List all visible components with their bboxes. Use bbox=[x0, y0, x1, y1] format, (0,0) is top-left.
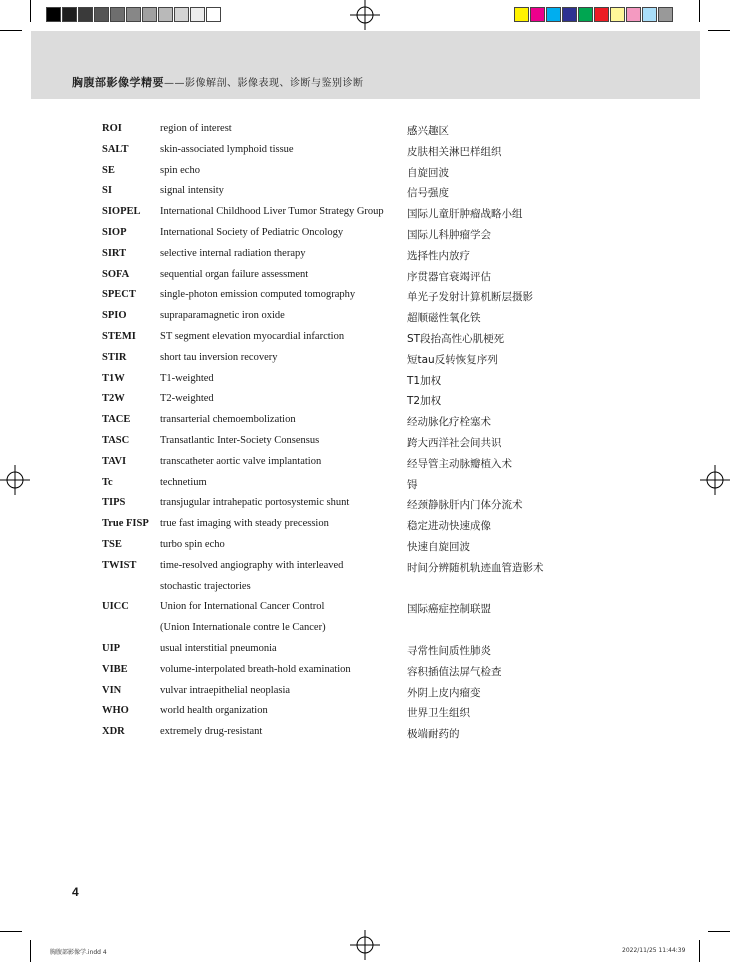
process-swatch bbox=[546, 7, 561, 22]
gray-swatch bbox=[174, 7, 189, 22]
crop-mark bbox=[699, 0, 700, 22]
abbreviation-term: ROI bbox=[102, 123, 122, 134]
abbreviation-row bbox=[0, 431, 730, 452]
abbreviation-term: TACE bbox=[102, 414, 131, 426]
english-definition: ST segment elevation myocardial infarction bbox=[160, 330, 345, 342]
abbreviation-row bbox=[0, 577, 730, 598]
abbreviation-row bbox=[0, 119, 730, 140]
chinese-definition: 寻常性间质性肺炎 bbox=[407, 644, 491, 657]
abbreviation-term: VIBE bbox=[102, 663, 128, 675]
chinese-definition: 自旋回波 bbox=[407, 166, 449, 179]
abbreviation-row bbox=[0, 556, 730, 577]
page-number: 4 bbox=[72, 885, 79, 899]
abbreviation-row bbox=[0, 681, 730, 702]
chinese-definition: 稳定进动快速成像 bbox=[407, 520, 491, 533]
grayscale-color-bar bbox=[46, 7, 222, 22]
chinese-definition: 世界卫生组织 bbox=[407, 707, 470, 720]
gray-swatch bbox=[142, 7, 157, 22]
abbreviation-row bbox=[0, 639, 730, 660]
chinese-definition: 锝 bbox=[407, 478, 418, 491]
english-definition: vulvar intraepithelial neoplasia bbox=[160, 684, 291, 696]
english-definition: International Society of Pediatric Oncology bbox=[160, 226, 344, 238]
chinese-definition: 皮肤相关淋巴样组织 bbox=[407, 145, 502, 158]
chinese-definition: 感兴趣区 bbox=[407, 125, 449, 137]
abbreviation-row bbox=[0, 535, 730, 556]
registration-mark-bottom bbox=[350, 930, 380, 960]
chinese-definition: 信号强度 bbox=[407, 187, 449, 200]
footer-timestamp: 2022/11/25 11:44:39 bbox=[622, 947, 686, 954]
footer-file-name: 胸腹部影像学.indd 4 bbox=[50, 949, 107, 956]
english-definition: single-photon emission computed tomography bbox=[160, 289, 356, 301]
abbreviation-row bbox=[0, 722, 730, 743]
abbreviation-row bbox=[0, 493, 730, 514]
english-definition: short tau inversion recovery bbox=[160, 351, 278, 363]
chinese-definition: 选择性内放疗 bbox=[407, 249, 470, 262]
gray-swatch bbox=[62, 7, 77, 22]
abbreviation-row bbox=[0, 597, 730, 618]
chinese-definition: 经颈静脉肝内门体分流术 bbox=[407, 499, 523, 512]
gray-swatch bbox=[206, 7, 221, 22]
abbreviation-term: SPECT bbox=[102, 289, 136, 301]
abbreviation-term: TSE bbox=[102, 538, 122, 550]
abbreviation-term: SOFA bbox=[102, 268, 130, 280]
chinese-definition: 容积插值法屏气检查 bbox=[407, 665, 502, 678]
abbreviation-term: Tc bbox=[102, 476, 113, 488]
english-definition: volume-interpolated breath-hold examination bbox=[160, 663, 351, 675]
abbreviation-row bbox=[0, 285, 730, 306]
gray-swatch bbox=[46, 7, 61, 22]
abbreviation-term: T1W bbox=[102, 372, 125, 384]
english-definition: stochastic trajectories bbox=[160, 580, 251, 592]
abbreviation-term: XDR bbox=[102, 726, 125, 738]
english-definition: extremely drug-resistant bbox=[160, 726, 263, 738]
gray-swatch bbox=[158, 7, 173, 22]
english-definition: International Childhood Liver Tumor Strategy Group bbox=[160, 206, 384, 218]
abbreviation-term: STEMI bbox=[102, 330, 136, 342]
english-definition: skin-associated lymphoid tissue bbox=[160, 143, 294, 155]
process-swatch bbox=[658, 7, 673, 22]
crop-mark bbox=[708, 931, 730, 932]
abbreviation-term: UICC bbox=[102, 601, 129, 613]
crop-mark bbox=[30, 0, 31, 22]
chinese-definition: 经动脉化疗栓塞术 bbox=[407, 416, 491, 429]
process-color-bar bbox=[514, 7, 674, 22]
abbreviation-term: TWIST bbox=[102, 559, 137, 571]
chinese-definition: 国际儿科肿瘤学会 bbox=[407, 228, 491, 241]
chinese-definition: 超顺磁性氧化铁 bbox=[407, 312, 481, 325]
abbreviation-term: SALT bbox=[102, 143, 129, 155]
english-definition: transjugular intrahepatic portosystemic shunt bbox=[160, 497, 350, 509]
chinese-definition: 序贯器官衰竭评估 bbox=[407, 270, 491, 283]
english-definition: true fast imaging with steady precession bbox=[160, 518, 329, 530]
abbreviation-row bbox=[0, 452, 730, 473]
abbreviation-term: True FISP bbox=[102, 518, 149, 530]
abbreviation-term: SIRT bbox=[102, 247, 127, 259]
english-definition: T1-weighted bbox=[160, 372, 214, 384]
chinese-definition: 经导管主动脉瓣植入术 bbox=[407, 457, 512, 470]
process-swatch bbox=[514, 7, 529, 22]
english-definition: Transatlantic Inter-Society Consensus bbox=[160, 434, 320, 446]
english-definition: turbo spin echo bbox=[160, 538, 225, 550]
abbreviation-term: TAVI bbox=[102, 455, 127, 467]
english-definition: time-resolved angiography with interleaved bbox=[160, 559, 344, 571]
english-definition: supraparamagnetic iron oxide bbox=[160, 310, 285, 322]
english-definition: (Union Internationale contre le Cancer) bbox=[160, 622, 326, 634]
abbreviation-term: SPIO bbox=[102, 310, 127, 322]
abbreviation-row bbox=[0, 244, 730, 265]
crop-mark bbox=[699, 940, 700, 962]
book-subtitle: ——影像解剖、影像表现、诊断与鉴别诊断 bbox=[164, 78, 364, 89]
english-definition: Union for International Cancer Control bbox=[160, 601, 325, 613]
abbreviation-row bbox=[0, 473, 730, 494]
abbreviation-term: SIOP bbox=[102, 226, 127, 238]
process-swatch bbox=[578, 7, 593, 22]
gray-swatch bbox=[190, 7, 205, 22]
abbreviation-term: TIPS bbox=[102, 497, 126, 509]
chinese-definition: T1加权 bbox=[407, 374, 442, 387]
abbreviation-row bbox=[0, 389, 730, 410]
abbreviation-row bbox=[0, 618, 730, 639]
abbreviation-row bbox=[0, 701, 730, 722]
crop-mark bbox=[708, 30, 730, 31]
crop-mark bbox=[0, 30, 22, 31]
gray-swatch bbox=[126, 7, 141, 22]
process-swatch bbox=[610, 7, 625, 22]
chinese-definition: 外阴上皮内瘤变 bbox=[407, 686, 481, 699]
gray-swatch bbox=[94, 7, 109, 22]
abbreviation-row bbox=[0, 265, 730, 286]
abbreviation-row bbox=[0, 514, 730, 535]
running-header bbox=[72, 74, 364, 90]
abbreviation-row bbox=[0, 327, 730, 348]
chinese-definition: ST段抬高性心肌梗死 bbox=[407, 332, 505, 345]
english-definition: world health organization bbox=[160, 705, 268, 717]
english-definition: region of interest bbox=[160, 123, 232, 134]
english-definition: technetium bbox=[160, 476, 207, 488]
english-definition: usual interstitial pneumonia bbox=[160, 642, 277, 654]
process-swatch bbox=[626, 7, 641, 22]
chinese-definition: 时间分辨随机轨迹血管造影术 bbox=[407, 561, 544, 574]
chinese-definition: 跨大西洋社会间共识 bbox=[407, 436, 502, 449]
abbreviation-term: VIN bbox=[102, 684, 122, 696]
abbreviation-row bbox=[0, 223, 730, 244]
abbreviation-term: UIP bbox=[102, 642, 121, 654]
abbreviation-row bbox=[0, 348, 730, 369]
english-definition: sequential organ failure assessment bbox=[160, 268, 309, 280]
chinese-definition: 国际癌症控制联盟 bbox=[407, 603, 491, 616]
gray-swatch bbox=[110, 7, 125, 22]
abbreviation-row bbox=[0, 161, 730, 182]
abbreviation-term: SI bbox=[102, 185, 112, 197]
process-swatch bbox=[562, 7, 577, 22]
chinese-definition: 短tau反转恢复序列 bbox=[407, 353, 498, 366]
abbreviation-term: SIOPEL bbox=[102, 206, 141, 218]
process-swatch bbox=[642, 7, 657, 22]
chinese-definition: 极端耐药的 bbox=[407, 728, 460, 741]
chinese-definition: 快速自旋回波 bbox=[407, 540, 470, 553]
abbreviation-row bbox=[0, 369, 730, 390]
abbreviation-row bbox=[0, 410, 730, 431]
abbreviation-term: STIR bbox=[102, 351, 127, 363]
abbreviation-row bbox=[0, 140, 730, 161]
english-definition: signal intensity bbox=[160, 185, 224, 197]
abbreviation-term: SE bbox=[102, 164, 115, 176]
chinese-definition: 单光子发射计算机断层摄影 bbox=[407, 291, 533, 304]
abbreviation-term: T2W bbox=[102, 393, 125, 405]
english-definition: spin echo bbox=[160, 164, 200, 176]
crop-mark bbox=[30, 940, 31, 962]
chinese-definition: T2加权 bbox=[407, 395, 442, 408]
process-swatch bbox=[530, 7, 545, 22]
english-definition: transcatheter aortic valve implantation bbox=[160, 455, 322, 467]
abbreviation-row bbox=[0, 202, 730, 223]
abbreviation-row bbox=[0, 181, 730, 202]
abbreviation-row bbox=[0, 306, 730, 327]
english-definition: T2-weighted bbox=[160, 393, 214, 405]
abbreviation-term: WHO bbox=[102, 705, 129, 717]
english-definition: transarterial chemoembolization bbox=[160, 414, 296, 426]
book-title: 胸腹部影像学精要 bbox=[72, 76, 164, 89]
abbreviation-term: TASC bbox=[102, 434, 130, 446]
english-definition: selective internal radiation therapy bbox=[160, 247, 306, 259]
process-swatch bbox=[594, 7, 609, 22]
abbreviation-list bbox=[0, 119, 730, 743]
registration-mark-top bbox=[350, 0, 380, 30]
chinese-definition: 国际儿童肝肿瘤战略小组 bbox=[407, 208, 523, 221]
abbreviation-row bbox=[0, 660, 730, 681]
crop-mark bbox=[0, 931, 22, 932]
gray-swatch bbox=[78, 7, 93, 22]
